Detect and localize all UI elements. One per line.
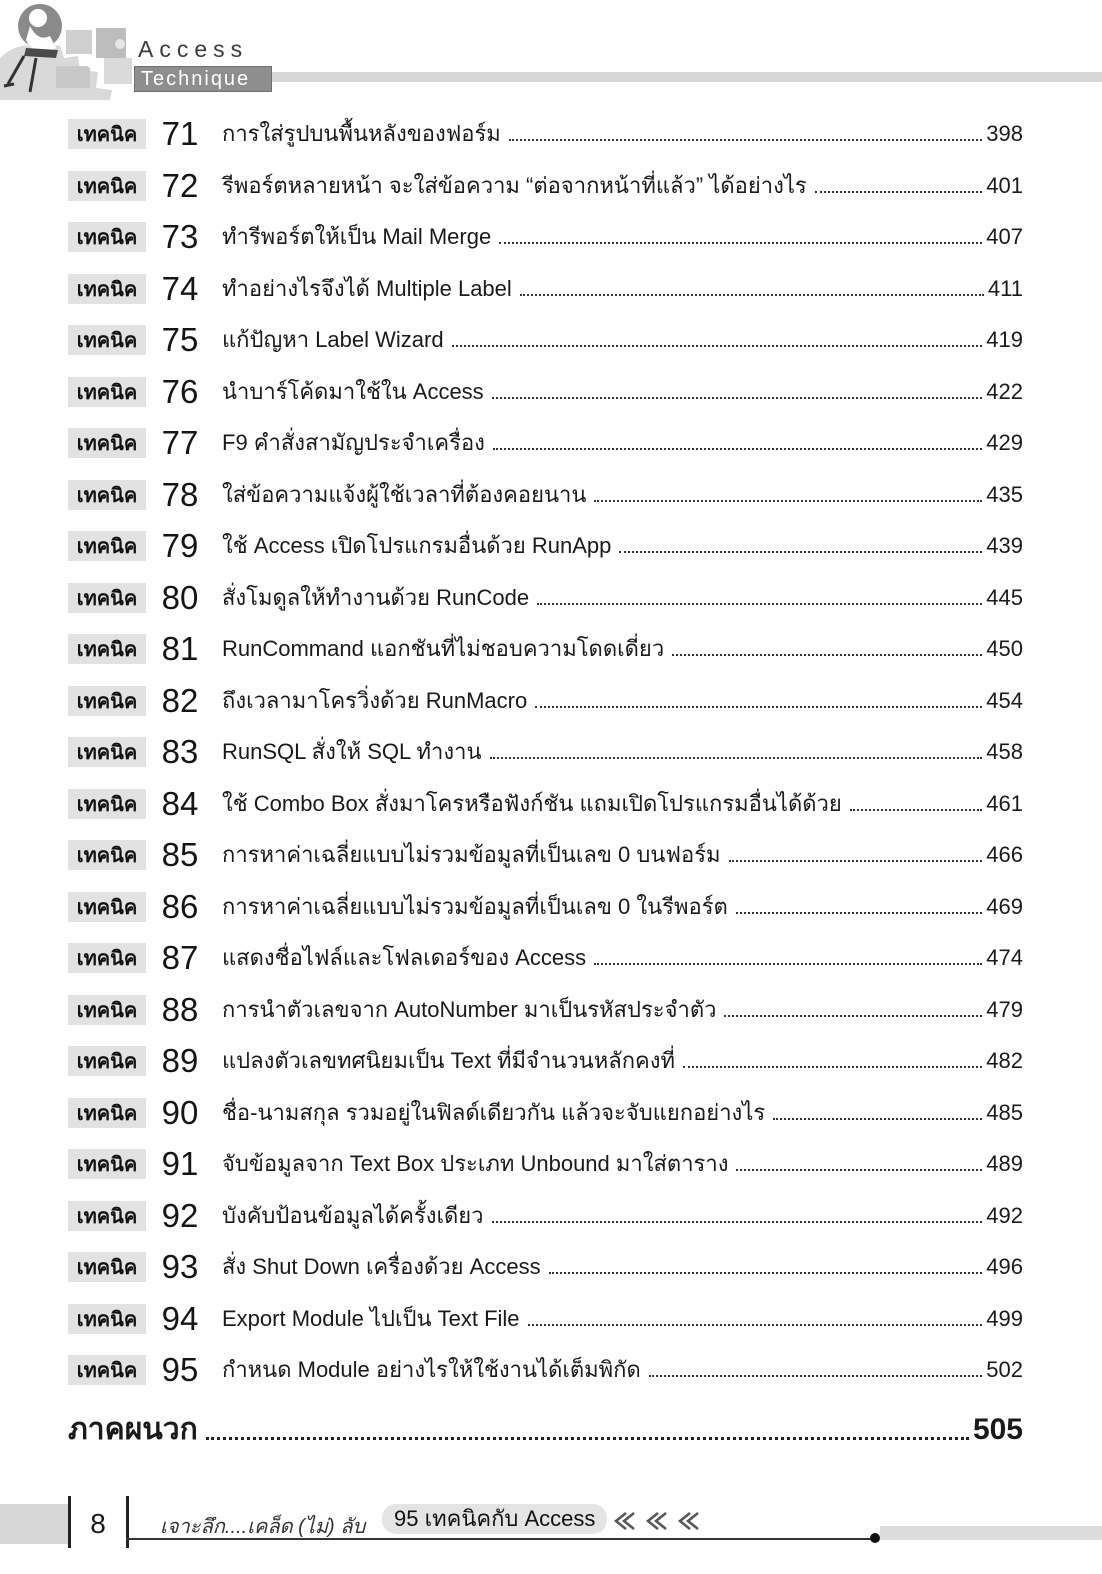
technique-number: 86 [161,887,199,925]
toc-row [0,161,1102,213]
technique-title: ใส่ข้อความแจ้งผู้ใช้เวลาที่ต้องคอยนาน [222,481,587,507]
toc-row [0,624,1102,676]
technique-title: แสดงชื่อไฟล์และโฟลเดอร์ของ Access [222,945,587,970]
toc-entry [222,789,1023,819]
dot-leader [528,1324,983,1326]
technique-title: RunSQL สั่งให้ SQL ทำงาน [222,739,482,764]
technique-tag: เทคนิค [68,583,146,613]
footer-dot [870,1533,880,1543]
toc-entry [222,222,1023,252]
footer-grey-block [0,1504,68,1544]
toc-row [0,985,1102,1037]
toc-row [0,830,1102,882]
technique-title: บังคับป้อนข้อมูลได้ครั้งเดียว [222,1202,484,1228]
toc-row [0,573,1102,625]
dot-leader [736,912,982,914]
technique-tag: เทคนิค [68,1304,146,1334]
technique-tag: เทคนิค [68,171,146,201]
appendix-page: 505 [972,1413,1023,1446]
dot-leader [492,397,983,399]
technique-title: F9 คำสั่งสามัญประจำเครื่อง [222,430,485,455]
technique-number: 91 [161,1145,199,1182]
toc-entry [222,634,1023,664]
footer-band [880,1526,1102,1540]
technique-tag: เทคนิค [68,480,146,510]
technique-number: 89 [161,1042,199,1079]
dot-leader [490,757,983,759]
dot-leader [736,1169,982,1171]
technique-tag: เทคนิค [68,325,146,355]
page-ref: 469 [986,893,1023,919]
toc-entry [222,377,1023,407]
technique-title: การหาค่าเฉลี่ยแบบไม่รวมข้อมูลที่เป็นเลข 0 บนฟอร์ม [222,842,721,867]
technique-tag: เทคนิค [68,1201,146,1231]
dot-leader [493,448,982,450]
dot-leader [594,500,982,502]
technique-tag: เทคนิค [68,737,146,767]
technique-number: 72 [161,166,199,204]
toc-row [0,470,1102,522]
toc-row [0,367,1102,419]
page-ref: 458 [986,739,1023,764]
page-ref: 489 [986,1151,1023,1176]
footer-divider [126,1496,129,1548]
technique-tag: เทคนิค [68,1149,146,1179]
technique-number: 80 [161,578,199,616]
technique-number: 92 [161,1196,199,1234]
toc-entry [222,274,1023,304]
toc-entry [222,686,1023,716]
toc-entry [222,1355,1023,1385]
technique-title: ทำอย่างไรจึงได้ Multiple Label [222,275,512,301]
technique-number: 77 [161,424,199,461]
technique-number: 90 [161,1093,199,1131]
header-word-access: Access [138,36,249,62]
dot-leader [492,1221,983,1223]
technique-number: 84 [161,784,199,822]
puzzle-person-icon [0,0,150,100]
page-ref: 411 [987,275,1023,301]
technique-tag: เทคนิค [68,1355,146,1385]
toc-row [0,1036,1102,1088]
dot-leader [619,551,982,553]
toc-row [0,1345,1102,1397]
technique-number: 71 [161,115,199,152]
dot-leader [499,242,982,244]
technique-tag: เทคนิค [68,943,146,973]
page-ref: 422 [986,378,1023,404]
technique-tag: เทคนิค [68,1252,146,1282]
toc-entry [222,325,1023,355]
toc-entry [222,583,1023,613]
page-footer [0,1496,1102,1574]
page-number: 8 [90,1508,106,1539]
header-word-technique: Technique [134,66,272,92]
dot-leader [452,345,983,347]
dot-leader [509,139,982,141]
technique-title: รีพอร์ตหลายหน้า จะใส่ข้อความ “ต่อจากหน้าที่แล้ว” ได้อย่างไร [222,172,807,198]
toc-entry [222,840,1023,870]
dot-leader [549,1272,983,1274]
toc-entry [222,428,1023,458]
technique-title: การหาค่าเฉลี่ยแบบไม่รวมข้อมูลที่เป็นเลข 0 ในรีพอร์ต [222,893,728,919]
dot-leader [729,860,983,862]
technique-title: ถึงเวลามาโครวิ่งด้วย RunMacro [222,687,528,713]
technique-tag: เทคนิค [68,1098,146,1128]
dot-leader [594,963,982,965]
page-ref: 479 [986,996,1023,1022]
page-ref: 482 [986,1048,1023,1073]
technique-title: สั่ง Shut Down เครื่องด้วย Access [222,1254,541,1279]
dot-leader [815,191,983,193]
page-ref: 435 [986,481,1023,507]
technique-tag: เทคนิค [68,119,146,149]
toc-row [0,264,1102,316]
toc-entry [222,943,1023,973]
page-ref: 419 [986,327,1023,352]
toc-row [0,1191,1102,1243]
technique-title: การนำตัวเลขจาก AutoNumber มาเป็นรหัสประจำตัว [222,996,717,1022]
footer-divider [68,1496,71,1548]
toc-row [0,212,1102,264]
page-ref: 450 [986,636,1023,661]
technique-tag: เทคนิค [68,274,146,304]
page-ref: 401 [986,172,1023,198]
dot-leader [672,654,982,656]
technique-tag: เทคนิค [68,222,146,252]
page-ref: 499 [986,1305,1023,1331]
toc-entry [222,995,1023,1025]
dot-leader [773,1118,982,1120]
page-ref: 454 [986,687,1023,713]
toc-row [0,1139,1102,1191]
technique-number: 78 [161,475,199,513]
technique-title: ใช้ Combo Box สั่งมาโครหรือฟังก์ชัน แถมเปิดโปรแกรมอื่นได้ด้วย [222,790,842,816]
page-ref: 502 [986,1357,1023,1382]
technique-tag: เทคนิค [68,377,146,407]
toc-entry [222,737,1023,767]
page-ref: 496 [986,1254,1023,1279]
dot-leader [537,603,982,605]
toc-row [0,676,1102,728]
toc-entry [222,1201,1023,1231]
technique-title: สั่งโมดูลให้ทำงานด้วย RunCode [222,584,530,610]
technique-number: 88 [161,990,199,1028]
technique-title: ใช้ Access เปิดโปรแกรมอื่นด้วย RunApp [222,533,612,558]
technique-number: 82 [161,681,199,719]
page-ref: 439 [986,533,1023,558]
toc-entry [222,119,1023,149]
toc-list [0,109,1102,1397]
page-ref: 398 [986,121,1023,146]
technique-number: 75 [161,321,199,358]
toc-entry [222,1304,1023,1334]
toc-row [0,1294,1102,1346]
toc-row [0,1242,1102,1294]
technique-number: 83 [161,733,199,770]
page-ref: 485 [986,1099,1023,1125]
page-ref: 429 [986,430,1023,455]
toc-row [0,315,1102,367]
toc-row [0,109,1102,161]
technique-number: 74 [161,269,199,307]
toc-appendix [68,1410,1023,1450]
toc-entry [222,1252,1023,1282]
technique-title: ทำรีพอร์ตให้เป็น Mail Merge [222,224,492,249]
technique-number: 85 [161,836,199,873]
footer-book-title: 95 เทคนิคกับ Access [382,1504,607,1534]
technique-tag: เทคนิค [68,840,146,870]
technique-title: RunCommand แอกชันที่ไม่ชอบความโดดเดี่ยว [222,636,665,661]
toc-entry [222,480,1023,510]
dot-leader [850,809,982,811]
technique-title: การใส่รูปบนพื้นหลังของฟอร์ม [222,121,501,146]
page-ref: 492 [986,1202,1023,1228]
technique-tag: เทคนิค [68,995,146,1025]
technique-title: กำหนด Module อย่างไรให้ใช้งานได้เต็มพิกัด [222,1357,641,1382]
technique-number: 79 [161,527,199,564]
technique-title: แก้ปัญหา Label Wizard [222,327,444,352]
technique-number: 93 [161,1248,199,1285]
toc-row [0,727,1102,779]
toc-row [0,882,1102,934]
technique-number: 94 [161,1299,199,1337]
toc-row [0,418,1102,470]
toc-row [0,1088,1102,1140]
technique-tag: เทคนิค [68,892,146,922]
technique-title: แปลงตัวเลขทศนิยมเป็น Text ที่มีจำนวนหลักคงที่ [222,1048,675,1073]
appendix-title: ภาคผนวก [68,1413,198,1446]
technique-tag: เทคนิค [68,789,146,819]
toc-row [0,933,1102,985]
toc-entry [222,892,1023,922]
technique-title: นำบาร์โค้ดมาใช้ใน Access [222,378,484,404]
toc-entry [222,1149,1023,1179]
header-rule [150,72,1102,82]
page-header [0,0,1102,100]
dot-leader [683,1066,982,1068]
page-ref: 445 [986,584,1023,610]
dot-leader [520,294,984,296]
toc-row [0,521,1102,573]
toc-entry [222,1098,1023,1128]
technique-tag: เทคนิค [68,428,146,458]
page-ref: 461 [986,790,1023,816]
technique-number: 95 [161,1351,199,1388]
technique-tag: เทคนิค [68,634,146,664]
dot-leader [535,706,982,708]
toc-entry [222,171,1023,201]
toc-entry [222,1046,1023,1076]
technique-number: 81 [161,630,199,667]
chevron-left-icon [612,1510,712,1532]
page-ref: 407 [986,224,1023,249]
technique-number: 76 [161,372,199,410]
toc-row [0,779,1102,831]
technique-tag: เทคนิค [68,686,146,716]
page-ref: 474 [986,945,1023,970]
toc-entry [222,531,1023,561]
technique-tag: เทคนิค [68,531,146,561]
technique-tag: เทคนิค [68,1046,146,1076]
footer-tagline: เจาะลึก....เคล็ด (ไม่) ลับ [160,1516,366,1538]
technique-title: จับข้อมูลจาก Text Box ประเภท Unbound มาใส่ตาราง [222,1151,729,1176]
page-ref: 466 [986,842,1023,867]
technique-title: ชื่อ-นามสกุล รวมอยู่ในฟิลด์เดียวกัน แล้วจะจับแยกอย่างไร [222,1099,766,1125]
technique-number: 73 [161,218,199,255]
dot-leader [206,1437,969,1440]
technique-number: 87 [161,939,199,976]
technique-title: Export Module ไปเป็น Text File [222,1305,520,1331]
dot-leader [649,1375,982,1377]
dot-leader [724,1015,982,1017]
